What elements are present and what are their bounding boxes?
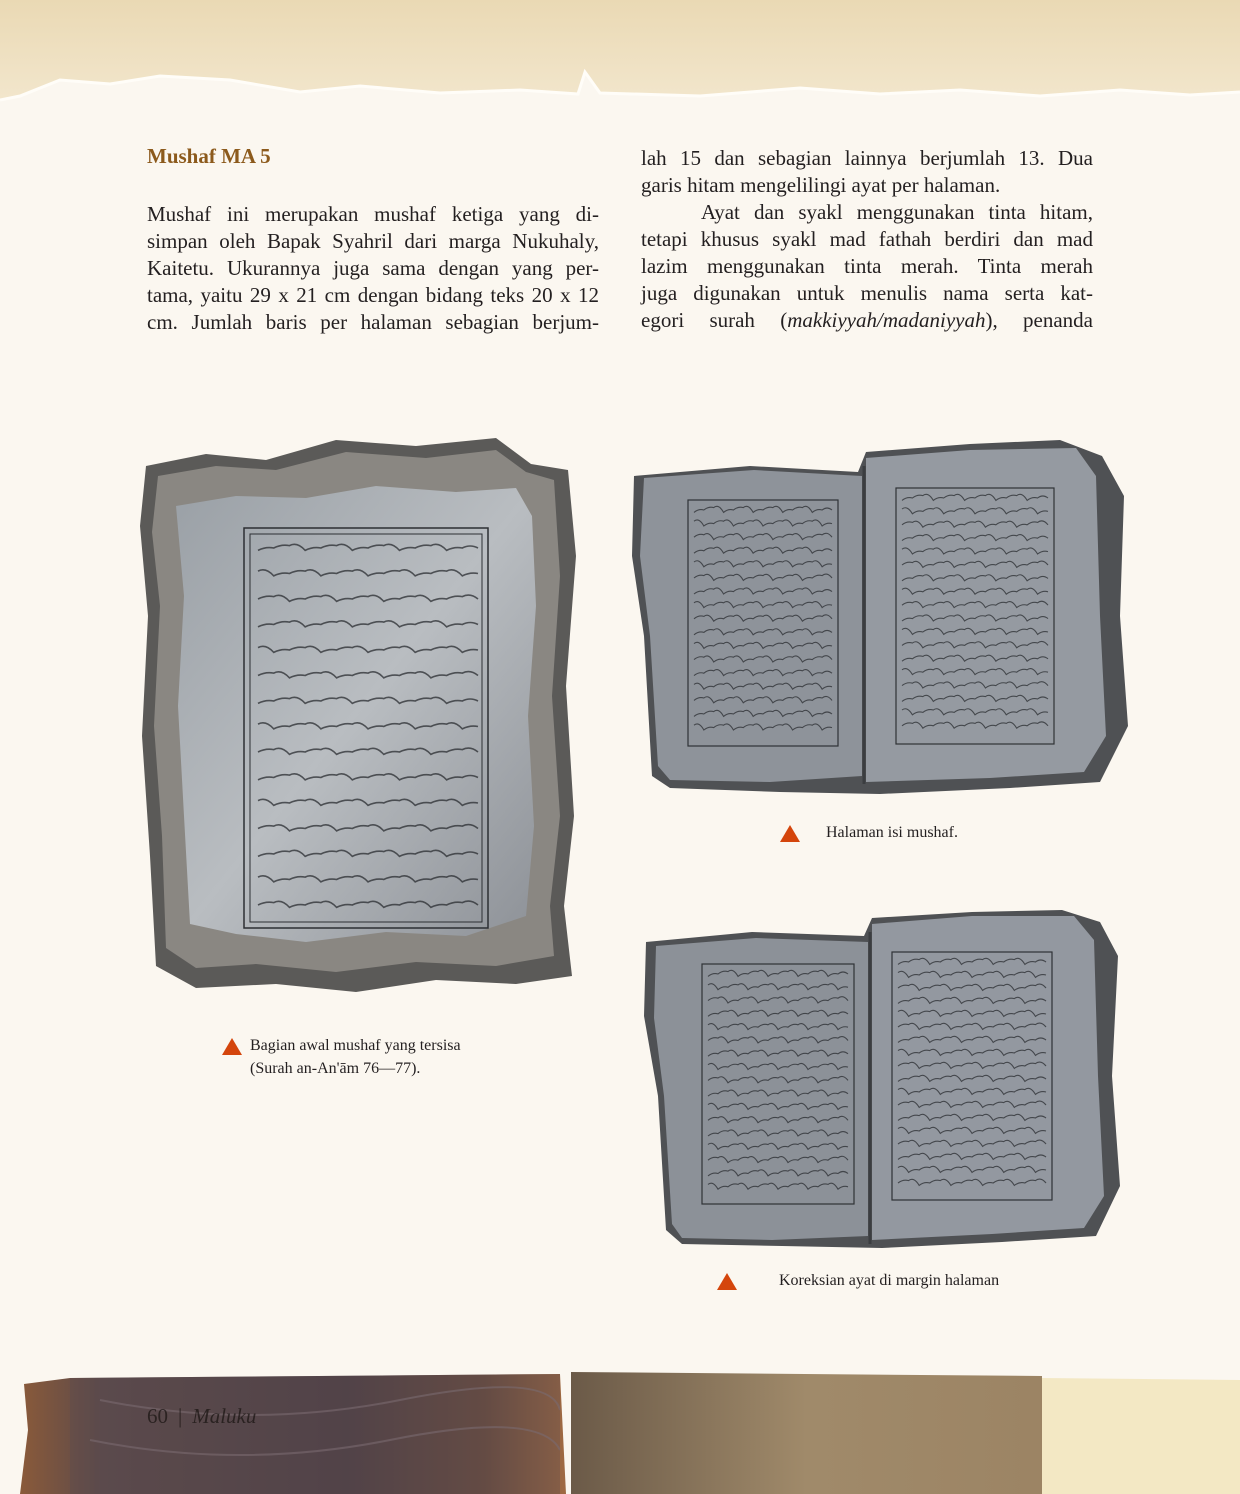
surah-category-italic: makkiyyah/madaniyyah [787, 308, 986, 332]
caption-first-page [250, 1034, 461, 1080]
body-text-right [641, 145, 1093, 334]
text-line: simpan oleh Bapak Syahril dari marga Nukuhaly, [147, 229, 599, 253]
text-line: lah 15 dan sebagian lainnya berjumlah 13. Dua [641, 146, 1093, 170]
footer-separator: | [178, 1404, 183, 1428]
manuscript-spread-photo-top [630, 436, 1130, 802]
caption-margin-corrections: Koreksian ayat di margin halaman [779, 1272, 1000, 1289]
page-number: 60 [147, 1404, 168, 1428]
torn-paper-banner [0, 0, 1240, 110]
manuscript-spread-photo-bottom [642, 906, 1122, 1256]
body-text-left [147, 201, 599, 336]
manuscript-first-page-photo [136, 436, 578, 996]
triangle-up-icon [717, 1273, 737, 1290]
text-line: garis hitam mengelilingi ayat per halaman. [641, 173, 1001, 197]
text-line: Mushaf ini merupakan mushaf ketiga yang di- [147, 202, 599, 226]
text-line: juga digunakan untuk menulis nama serta kat- [641, 281, 1093, 305]
caption-content-pages: Halaman isi mushaf. [826, 824, 958, 841]
triangle-up-icon [222, 1038, 242, 1055]
page-footer [147, 1404, 256, 1429]
text-line: Kaitetu. Ukurannya juga sama dengan yang per- [147, 256, 599, 280]
text-fragment: egori surah ( [641, 308, 788, 332]
section-heading: Mushaf MA 5 [147, 144, 271, 168]
bottom-photo-strip [0, 1370, 1240, 1494]
triangle-up-icon [780, 825, 800, 842]
text-line [641, 307, 1093, 334]
text-line: cm. Jumlah baris per halaman sebagian berjum- [147, 310, 599, 334]
text-fragment: ), penanda [985, 308, 1093, 332]
chapter-name: Maluku [192, 1404, 257, 1428]
caption-line: (Surah an-An'ām 76—77). [250, 1060, 421, 1077]
text-line: tama, yaitu 29 x 21 cm dengan bidang teks 20 x 12 [147, 283, 599, 307]
text-line: Ayat dan syakl menggunakan tinta hitam, [701, 200, 1093, 224]
text-line: tetapi khusus syakl mad fathah berdiri dan mad [641, 227, 1093, 251]
caption-line: Bagian awal mushaf yang tersisa [250, 1037, 461, 1054]
text-line: lazim menggunakan tinta merah. Tinta merah [641, 254, 1093, 278]
